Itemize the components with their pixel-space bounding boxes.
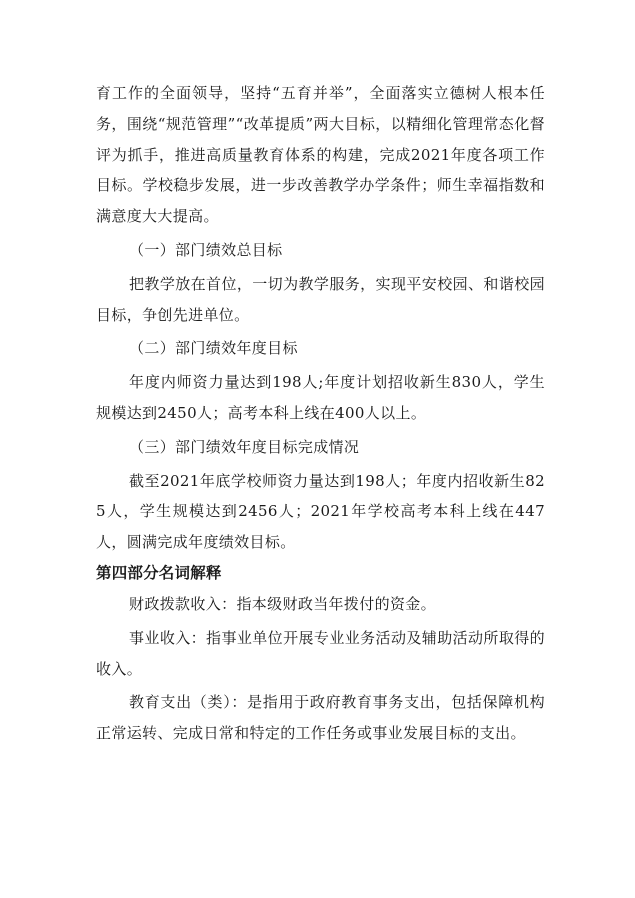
intro-paragraph-continuation: 育工作的全面领导，坚持“五育并举”，全面落实立德树人根本任务，围绕“规范管理”“改革提质”两大目标，以精细化管理常态化督评为抓手，推进高质量教育体系的构建，完成2021年度各项工作目标。学校稳步发展，进一步改善教学办学条件；师生幸福指数和满意度大大提高。 [96,84,545,226]
glossary-term-education-expenditure: 教育支出（类）：是指用于政府教育事务支出，包括保障机构正常运转、完成日常和特定的工作任务或事业发展目标的支出。 [96,693,545,743]
glossary-term-fiscal-allocation: 财政拨款收入：指本级财政当年拨付的资金。 [129,594,437,613]
subheading-target-completion: （三）部门绩效年度目标完成情况 [129,437,360,456]
document-page [96,78,545,749]
paragraph-annual-target: 年度内师资力量达到198人;年度计划招收新生830人，学生规模达到2450人；高考本科上线在400人以上。 [96,373,545,422]
paragraph-overall-target: 把教学放在首位，一切为教学服务，实现平安校园、和谐校园目标，争创先进单位。 [96,274,545,324]
subheading-overall-target: （一）部门绩效总目标 [129,240,283,259]
paragraph-target-completion: 截至2021年底学校师资力量达到198人；年度内招收新生825人，学生规模达到2456人；2021年学校高考本科上线在447人，圆满完成年度绩效目标。 [96,471,545,552]
subheading-annual-target: （二）部门绩效年度目标 [129,339,298,358]
glossary-term-business-income: 事业收入：指事业单位开展专业业务活动及辅助活动所取得的收入。 [96,628,545,678]
section-title-glossary: 第四部分名词解释 [96,563,222,582]
